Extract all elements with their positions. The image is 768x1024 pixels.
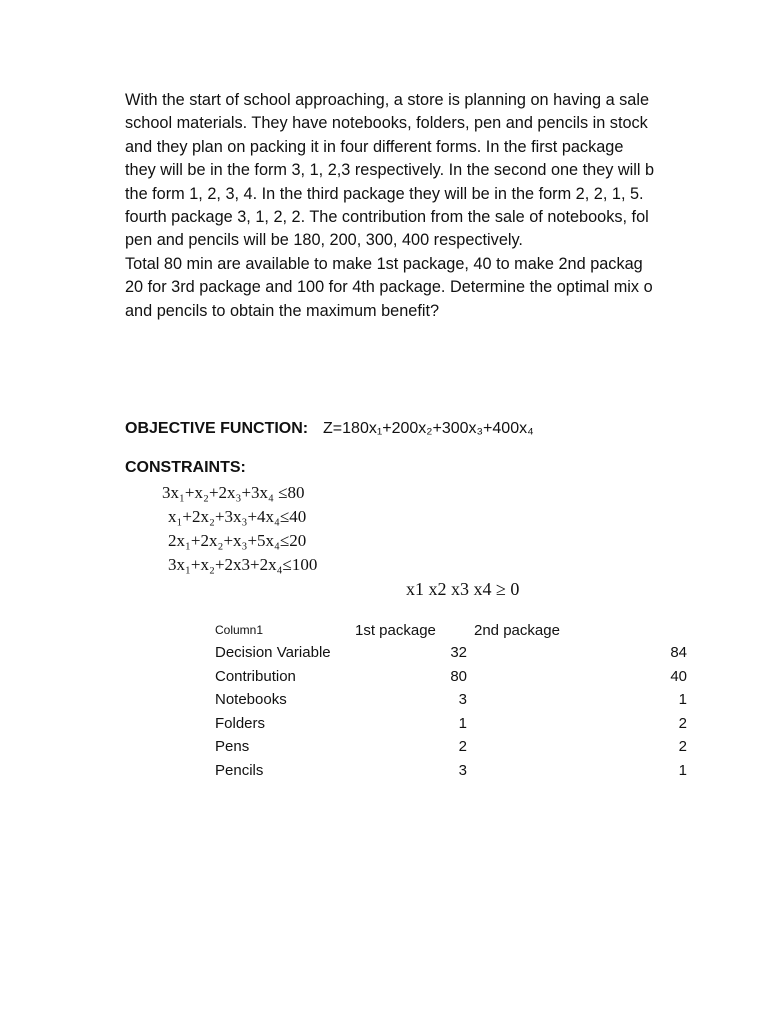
- table-row-label: Decision Variable: [215, 644, 331, 661]
- table-row-label: Pens: [215, 738, 250, 755]
- table-cell: 40: [670, 668, 687, 685]
- table-row-label: Pencils: [215, 762, 264, 779]
- problem-line: school materials. They have notebooks, folders, pen and pencils in stock: [125, 114, 648, 133]
- table-cell: 84: [670, 644, 687, 661]
- table-cell: 1: [678, 762, 687, 779]
- table-header-2nd-package: 2nd package: [474, 622, 560, 639]
- problem-line: Total 80 min are available to make 1st package, 40 to make 2nd packag: [125, 254, 643, 273]
- problem-line: fourth package 3, 1, 2, 2. The contribution from the sale of notebooks, fol: [125, 207, 649, 226]
- table-cell: 2: [458, 738, 467, 755]
- table-cell: 32: [450, 644, 467, 661]
- problem-line: 20 for 3rd package and 100 for 4th package. Determine the optimal mix o: [125, 278, 653, 297]
- table-cell: 2: [678, 715, 687, 732]
- objective-label: OBJECTIVE FUNCTION:: [125, 420, 309, 437]
- problem-line: the form 1, 2, 3, 4. In the third package they will be in the form 2, 2, 1, 5.: [125, 184, 644, 203]
- table-cell: 3: [458, 691, 467, 708]
- problem-line: With the start of school approaching, a store is planning on having a sale: [125, 91, 650, 109]
- constraint-1: 3x₁+x₂+2x₃+3x₄ ≤80: [162, 483, 305, 502]
- constraint-4: 3x₁+x₂+2x3+2x₄≤100: [168, 555, 318, 574]
- table-cell: 1: [678, 691, 687, 708]
- constraints-label: CONSTRAINTS:: [125, 459, 246, 476]
- problem-line: and they plan on packing it in four different forms. In the first package: [125, 137, 624, 156]
- table-header-1st-package: 1st package: [355, 622, 436, 639]
- problem-statement: [125, 89, 690, 323]
- problem-line: and pencils to obtain the maximum benefit?: [125, 301, 440, 320]
- table-row-label: Contribution: [215, 668, 296, 685]
- problem-line: they will be in the form 3, 1, 2,3 respectively. In the second one they will b: [125, 161, 655, 180]
- table-header-column1: Column1: [215, 623, 264, 637]
- table-cell: 2: [678, 738, 687, 755]
- table-cell: 1: [458, 715, 467, 732]
- non-negativity: x1 x2 x3 x4 ≥ 0: [406, 579, 520, 599]
- table-row-label: Notebooks: [215, 691, 287, 708]
- table-row-label: Folders: [215, 715, 266, 732]
- objective-function: [125, 420, 534, 438]
- table-cell: 80: [450, 668, 467, 685]
- table-cell: 3: [458, 762, 467, 779]
- constraint-3: 2x₁+2x₂+x₃+5x₄≤20: [168, 531, 307, 550]
- problem-line: pen and pencils will be 180, 200, 300, 400 respectively.: [125, 231, 523, 250]
- constraint-2: x₁+2x₂+3x₃+4x₄≤40: [168, 507, 307, 526]
- objective-formula: Z=180x₁+200x₂+300x₃+400x₄: [323, 420, 534, 437]
